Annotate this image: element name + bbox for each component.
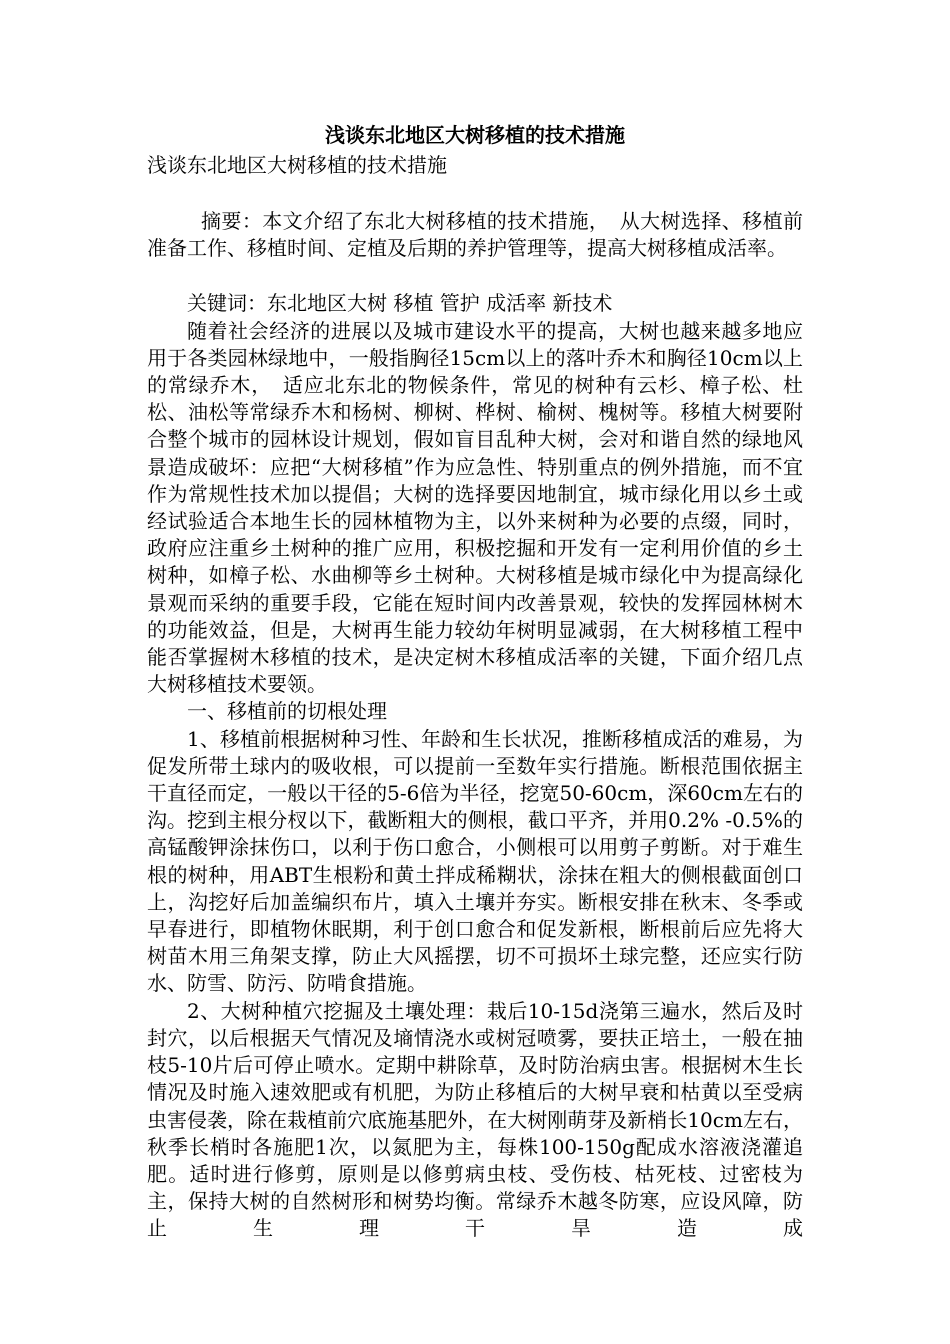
intro-paragraph: 随着社会经济的进展以及城市建设水平的提高，大树也越来越多地应用于各类园林绿地中，一般指胸径15cm以上的落叶乔木和胸径10cm以上的常绿乔木， 适应北东北的物候条件，常见的树种有云杉、樟子松、杜松、油松等常绿乔木和杨树、柳树、桦树、榆树、槐树等。移植大树要附合整个城市的园林设计规划，假如盲目乱种大树，会对和谐自然的绿地风景造成破坏：应把“大树移植”作为应急性、特别重点的例外措施，而不宜作为常规性技术加以提倡；大树的选择要因地制宜，城市绿化用以乡土或经试验适合本地生长的园林植物为主，以外来树种为必要的点缀，同时，政府应注重乡土树种的推广应用，积极挖掘和开发有一定利用价值的乡土树种，如樟子松、水曲柳等乡土树种。大树移植是城市绿化中为提高绿化景观而采纳的重要手段，它能在短时间内改善景观，较快的发挥园林树木的功能效益，但是，大树再生能力较幼年树明显减弱，在大树移植工程中能否掌握树木移植的技术，是决定树木移植成活率的关键，下面介绍几点大树移植技术要领。: [147, 318, 803, 697]
body-paragraph: 1、移植前根据树种习性、年龄和生长状况，推断移植成活的难易，为促发所带土球内的吸收根，可以提前一至数年实行措施。断根范围依据主干直径而定，一般以干径的5-6倍为半径，挖宽50-60cm，深60cm左右的沟。挖到主根分杈以下，截断粗大的侧根，截口平齐，并用0.2% -0.5%的高锰酸钾涂抹伤口，以利于伤口愈合，小侧根可以用剪子剪断。对于难生根的树种，用ABT生根粉和黄土拌成稀糊状，涂抹在粗大的侧根截面创口上，沟挖好后加盖编织布片，填入土壤并夯实。断根安排在秋末、冬季或早春进行，即植物休眠期，利于创口愈合和促发新根，断根前后应先将大树苗木用三角架支撑，防止大风摇摆，切不可损坏土球完整，还应实行防水、防雪、防污、防啃食措施。: [147, 726, 803, 996]
section-heading: 一、移植前的切根处理: [187, 699, 387, 724]
document-subtitle: 浅谈东北地区大树移植的技术措施: [147, 153, 447, 177]
document-title: 浅谈东北地区大树移植的技术措施: [325, 123, 625, 147]
document-page: [147, 120, 803, 1243]
abstract-paragraph: 摘要：本文介绍了东北大树移植的技术措施， 从大树选择、移植前准备工作、移植时间、定植及后期的养护管理等，提高大树移植成活率。: [147, 209, 803, 261]
body-paragraph: 2、大树种植穴挖掘及土壤处理：栽后10-15d浇第三遍水，然后及时封穴，以后根据天气情况及墒情浇水或树冠喷雾，要扶正培土，一般在抽枝5-10片后可停止喷水。定期中耕除草，及时防治病虫害。根据树木生长情况及时施入速效肥或有机肥，为防止移植后的大树早衰和枯黄以至受病虫害侵袭，除在栽植前穴底施基肥外，在大树刚萌芽及新梢长10cm左右，秋季长梢时各施肥1次，以氮肥为主，每株100-150g配成水溶液浇灌追肥。适时进行修剪，原则是以修剪病虫枝、受伤枝、枯死枝、过密枝为主，保持大树的自然树形和树势均衡。常绿乔木越冬防寒，应设风障，防止生理干旱造成: [147, 998, 803, 1241]
keywords-line: 关键词：东北地区大树 移植 管护 成活率 新技术: [187, 291, 613, 316]
